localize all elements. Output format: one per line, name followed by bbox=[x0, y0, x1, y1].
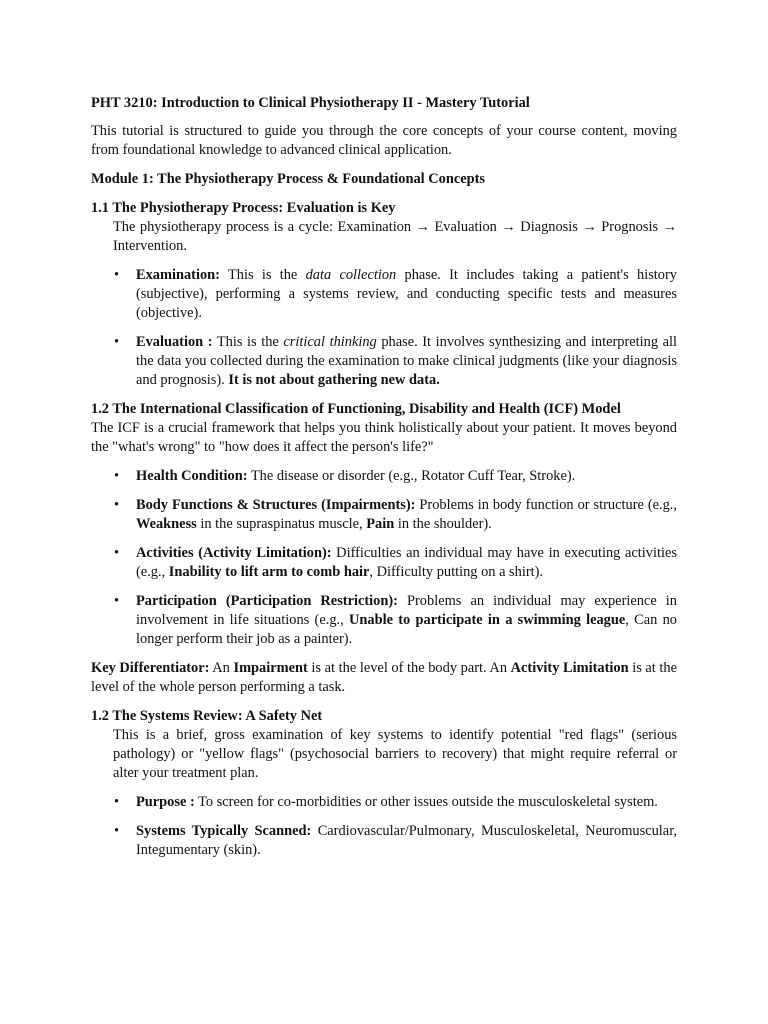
section-1-2-heading: 1.2 The International Classification of Functioning, Disability and Health (ICF) Model bbox=[91, 401, 621, 417]
bullet-icon: • bbox=[114, 545, 120, 561]
bullet-icon: • bbox=[114, 468, 120, 484]
bullet-icon: • bbox=[114, 794, 120, 810]
systems-review-heading: 1.2 The Systems Review: A Safety Net bbox=[91, 708, 323, 724]
section-1-1 bbox=[91, 199, 677, 390]
list-item-body-functions: • Body Functions & Structures (Impairments): Problems in body function or structure (e.g., Weakness in the supraspinatus muscle, Pain in the shoulder). bbox=[114, 497, 678, 532]
section-1-1-text: The physiotherapy process is a cycle: Examination → Evaluation → Diagnosis → Prognosis → Intervention. bbox=[113, 219, 677, 254]
intro-paragraph: This tutorial is structured to guide you through the core concepts of your course content, moving from foundational knowledge to advanced clinical application. bbox=[91, 123, 677, 158]
bullet-icon: • bbox=[114, 823, 120, 839]
list-item-systems-scanned: • Systems Typically Scanned: Cardiovascular/Pulmonary, Musculoskeletal, Neuromuscular, Integumentary (skin). bbox=[114, 823, 678, 858]
bullet-icon: • bbox=[114, 497, 120, 513]
list-item-health-condition: • Health Condition: The disease or disorder (e.g., Rotator Cuff Tear, Stroke). bbox=[114, 468, 576, 484]
section-1-1-heading: 1.1 The Physiotherapy Process: Evaluation is Key bbox=[91, 200, 396, 216]
document-title: PHT 3210: Introduction to Clinical Physiotherapy II - Mastery Tutorial bbox=[91, 95, 530, 111]
icf-list bbox=[91, 467, 677, 649]
bullet-icon: • bbox=[114, 593, 120, 609]
list-item-examination: • Examination: This is the data collection phase. It includes taking a patient's history (subjective), performing a systems review, and conducting specific tests and measures (objective). bbox=[114, 267, 677, 321]
section-1-2-icf bbox=[91, 400, 677, 649]
section-1-2-text: The ICF is a crucial framework that helps you think holistically about your patient. It moves beyond the "what's wrong" to "how does it affect the person's life?" bbox=[91, 420, 677, 455]
systems-review-list bbox=[91, 793, 677, 860]
section-1-1-list bbox=[91, 266, 677, 390]
list-item-evaluation: • Evaluation : This is the critical thinking phase. It involves synthesizing and interpreting all the data you collected during the examination to make clinical judgments (like your diagnosis and prognosis). It is not about gathering new data. bbox=[114, 334, 677, 388]
systems-review-text: This is a brief, gross examination of key systems to identify potential "red flags" (serious pathology) or "yellow flags" (psychosocial barriers to recovery) that might require referral or alter your treatment plan. bbox=[113, 727, 677, 781]
section-systems-review bbox=[91, 707, 677, 860]
list-item-activities: • Activities (Activity Limitation): Difficulties an individual may have in executing activities (e.g., Inability to lift arm to comb hair, Difficulty putting on a shirt). bbox=[114, 545, 677, 580]
list-item-purpose: • Purpose : To screen for co-morbidities or other issues outside the musculoskeletal system. bbox=[114, 794, 658, 810]
key-differentiator: Key Differentiator: An Impairment is at the level of the body part. An Activity Limitation is at the level of the whole person performing a task. bbox=[91, 660, 677, 695]
module-1-heading: Module 1: The Physiotherapy Process & Foundational Concepts bbox=[91, 171, 486, 187]
list-item-participation: • Participation (Participation Restriction): Problems an individual may experience in involvement in life situations (e.g., Unable to participate in a swimming league, Can no longer perform their job as a painter). bbox=[114, 593, 677, 647]
bullet-icon: • bbox=[114, 267, 120, 283]
bullet-icon: • bbox=[114, 334, 120, 350]
